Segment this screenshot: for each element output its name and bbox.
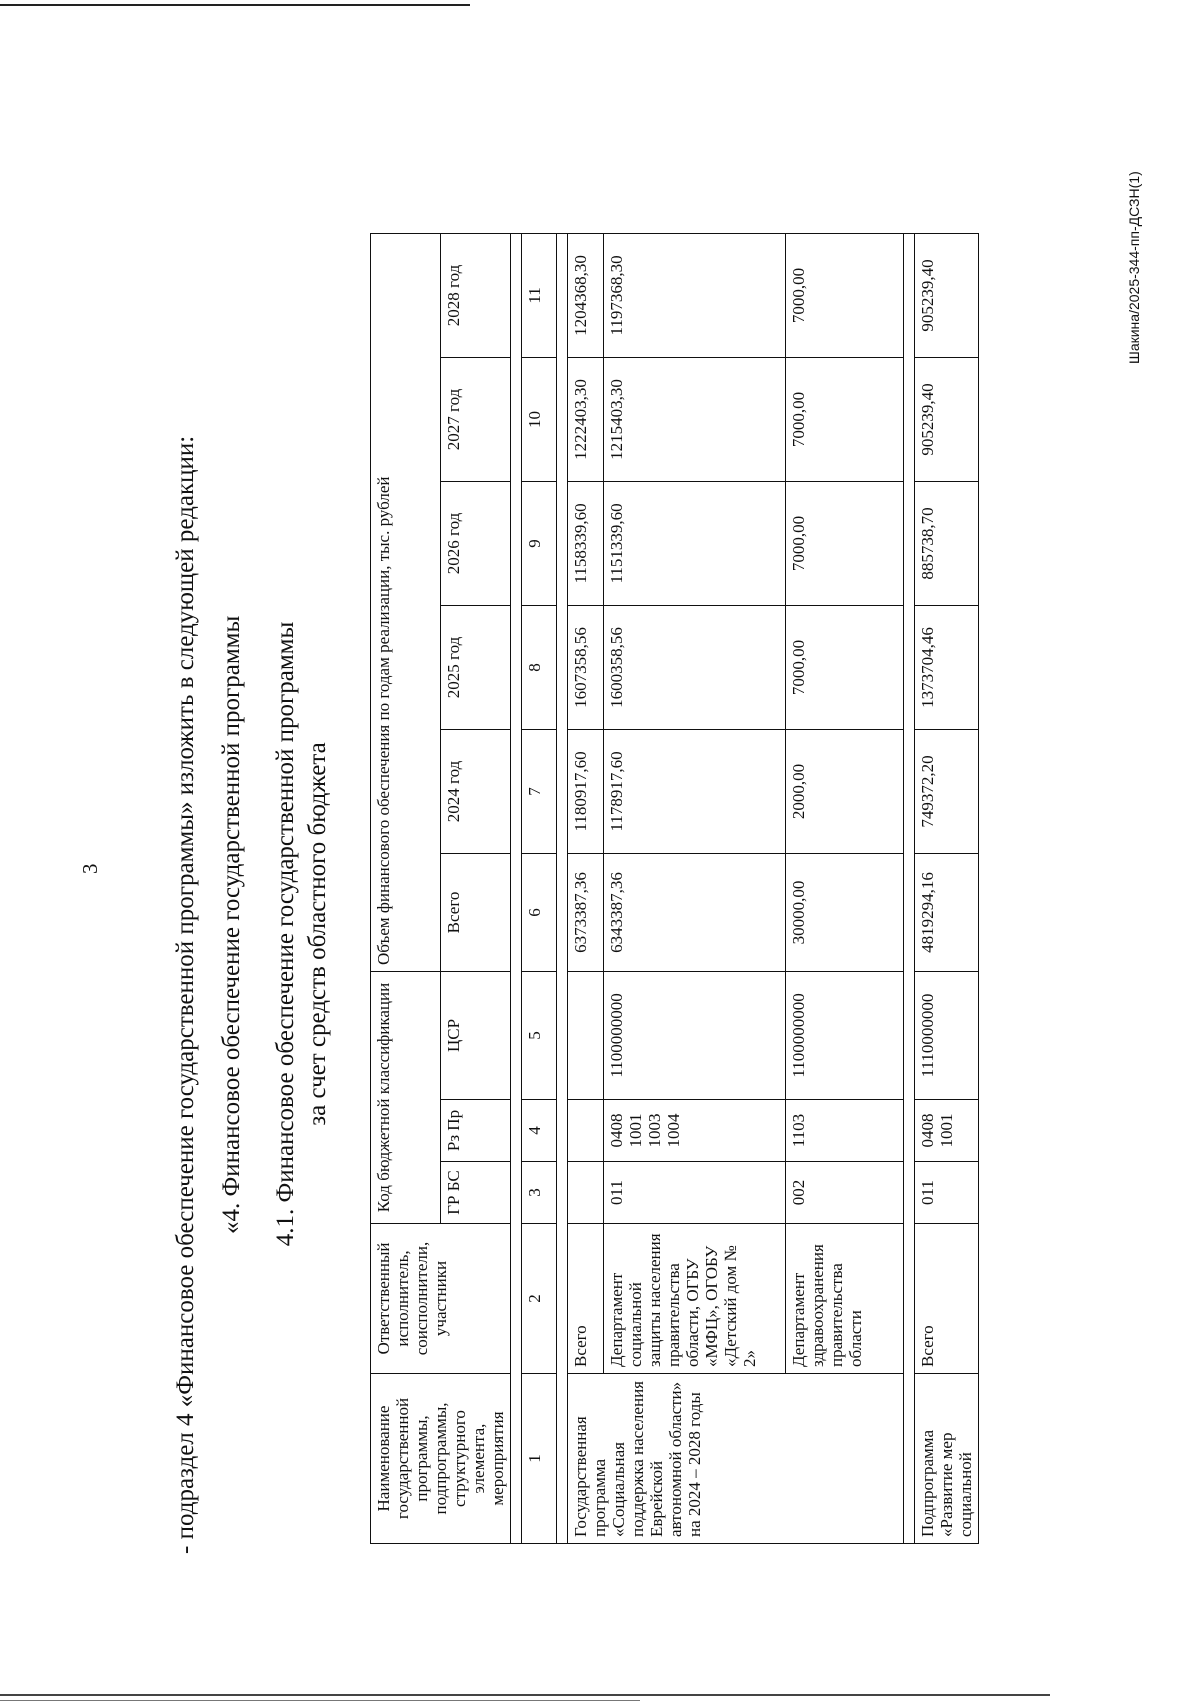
row-2025: 1607358,56 bbox=[568, 605, 604, 729]
header-name: Наименование государственной программы, подпрограммы, структурного элемента, мероприятия bbox=[371, 1374, 511, 1544]
header-2028: 2028 год bbox=[441, 233, 511, 357]
program-name: Государственная программа «Социальная поддержка населения Еврейской автономной области» на 2024 – 2028 годы bbox=[568, 1374, 904, 1544]
row-total: 6343387,36 bbox=[604, 853, 786, 971]
col-number: 4 bbox=[522, 1100, 557, 1162]
row-2025: 1373704,46 bbox=[915, 605, 979, 729]
subsection-title-line2: за счет средств областного бюджета bbox=[304, 742, 331, 1126]
row-total: 6373387,36 bbox=[568, 853, 604, 971]
separator-row bbox=[511, 233, 522, 1543]
footer-code: Шакина/2025-344-пп-ДСЗН(1) bbox=[1126, 171, 1142, 364]
row-2027: 1215403,30 bbox=[604, 357, 786, 481]
header-grbs: ГР БС bbox=[441, 1162, 511, 1224]
col-number: 9 bbox=[522, 481, 557, 605]
row-grbs: 002 bbox=[786, 1162, 904, 1224]
row-2028: 905239,40 bbox=[915, 233, 979, 357]
separator-row bbox=[904, 233, 915, 1543]
row-rzpr: 0408 1001 bbox=[915, 1100, 979, 1162]
row-csr: 1100000000 bbox=[786, 971, 904, 1099]
section-title: «4. Финансовое обеспечение государственной программы bbox=[218, 615, 245, 1234]
header-executor: Ответственный исполнитель, соисполнители, участники bbox=[371, 1224, 511, 1374]
row-2025: 1600358,56 bbox=[604, 605, 786, 729]
header-budget-code: Код бюджетной классификации bbox=[371, 971, 441, 1223]
header-volume: Объем финансового обеспечения по годам реализации, тыс. рублей bbox=[371, 233, 441, 971]
row-2024: 1180917,60 bbox=[568, 729, 604, 853]
header-2027: 2027 год bbox=[441, 357, 511, 481]
row-rzpr bbox=[568, 1100, 604, 1162]
row-executor: Всего bbox=[568, 1224, 604, 1374]
row-2026: 7000,00 bbox=[786, 481, 904, 605]
row-rzpr: 1103 bbox=[786, 1100, 904, 1162]
row-2026: 1151339,60 bbox=[604, 481, 786, 605]
row-total: 4819294,16 bbox=[915, 853, 979, 971]
header-rzpr: Рз Пр bbox=[441, 1100, 511, 1162]
col-number: 3 bbox=[522, 1162, 557, 1224]
table-row bbox=[568, 233, 604, 1543]
page-number: 3 bbox=[78, 863, 102, 874]
header-2024: 2024 год bbox=[441, 729, 511, 853]
intro-text: - подраздел 4 «Финансовое обеспечение государственной программы» изложить в следующей редакции: bbox=[172, 435, 199, 1554]
row-grbs: 011 bbox=[604, 1162, 786, 1224]
col-number: 11 bbox=[522, 233, 557, 357]
col-number: 5 bbox=[522, 971, 557, 1099]
header-total: Всего bbox=[441, 853, 511, 971]
row-grbs bbox=[568, 1162, 604, 1224]
separator-row bbox=[557, 233, 568, 1543]
row-executor: Департамент социальной защиты населения правительства области, ОГБУ «МФЦ», ОГОБУ «Детский дом № 2» bbox=[604, 1224, 786, 1374]
col-number: 8 bbox=[522, 605, 557, 729]
col-number: 1 bbox=[522, 1374, 557, 1544]
header-csr: ЦСР bbox=[441, 971, 511, 1099]
table-row bbox=[915, 233, 979, 1543]
header-row-1 bbox=[371, 233, 441, 1543]
col-number: 2 bbox=[522, 1224, 557, 1374]
subsection-title bbox=[270, 614, 334, 1254]
row-2027: 7000,00 bbox=[786, 357, 904, 481]
row-2027: 1222403,30 bbox=[568, 357, 604, 481]
row-csr: 1100000000 bbox=[604, 971, 786, 1099]
col-number: 10 bbox=[522, 357, 557, 481]
row-2024: 749372,20 bbox=[915, 729, 979, 853]
table-row bbox=[786, 233, 904, 1543]
table-row bbox=[604, 233, 786, 1543]
row-rzpr: 0408 1001 1003 1004 bbox=[604, 1100, 786, 1162]
row-2028: 1204368,30 bbox=[568, 233, 604, 357]
header-2025: 2025 год bbox=[441, 605, 511, 729]
header-2026: 2026 год bbox=[441, 481, 511, 605]
row-2025: 7000,00 bbox=[786, 605, 904, 729]
col-number: 7 bbox=[522, 729, 557, 853]
row-2027: 905239,40 bbox=[915, 357, 979, 481]
row-total: 30000,00 bbox=[786, 853, 904, 971]
row-executor: Департамент здравоохранения правительства области bbox=[786, 1224, 904, 1374]
column-number-row bbox=[522, 233, 557, 1543]
row-executor: Всего bbox=[915, 1224, 979, 1374]
row-csr: 1110000000 bbox=[915, 971, 979, 1099]
row-2026: 885738,70 bbox=[915, 481, 979, 605]
subsection-title-line1: 4.1. Финансовое обеспечение государственной программы bbox=[272, 621, 299, 1247]
subprogram-name: Подпрограмма «Развитие мер социальной bbox=[915, 1374, 979, 1544]
row-2028: 1197368,30 bbox=[604, 233, 786, 357]
financing-table bbox=[370, 233, 979, 1544]
row-grbs: 011 bbox=[915, 1162, 979, 1224]
row-csr bbox=[568, 971, 604, 1099]
row-2024: 1178917,60 bbox=[604, 729, 786, 853]
row-2026: 1158339,60 bbox=[568, 481, 604, 605]
row-2024: 2000,00 bbox=[786, 729, 904, 853]
col-number: 6 bbox=[522, 853, 557, 971]
row-2028: 7000,00 bbox=[786, 233, 904, 357]
